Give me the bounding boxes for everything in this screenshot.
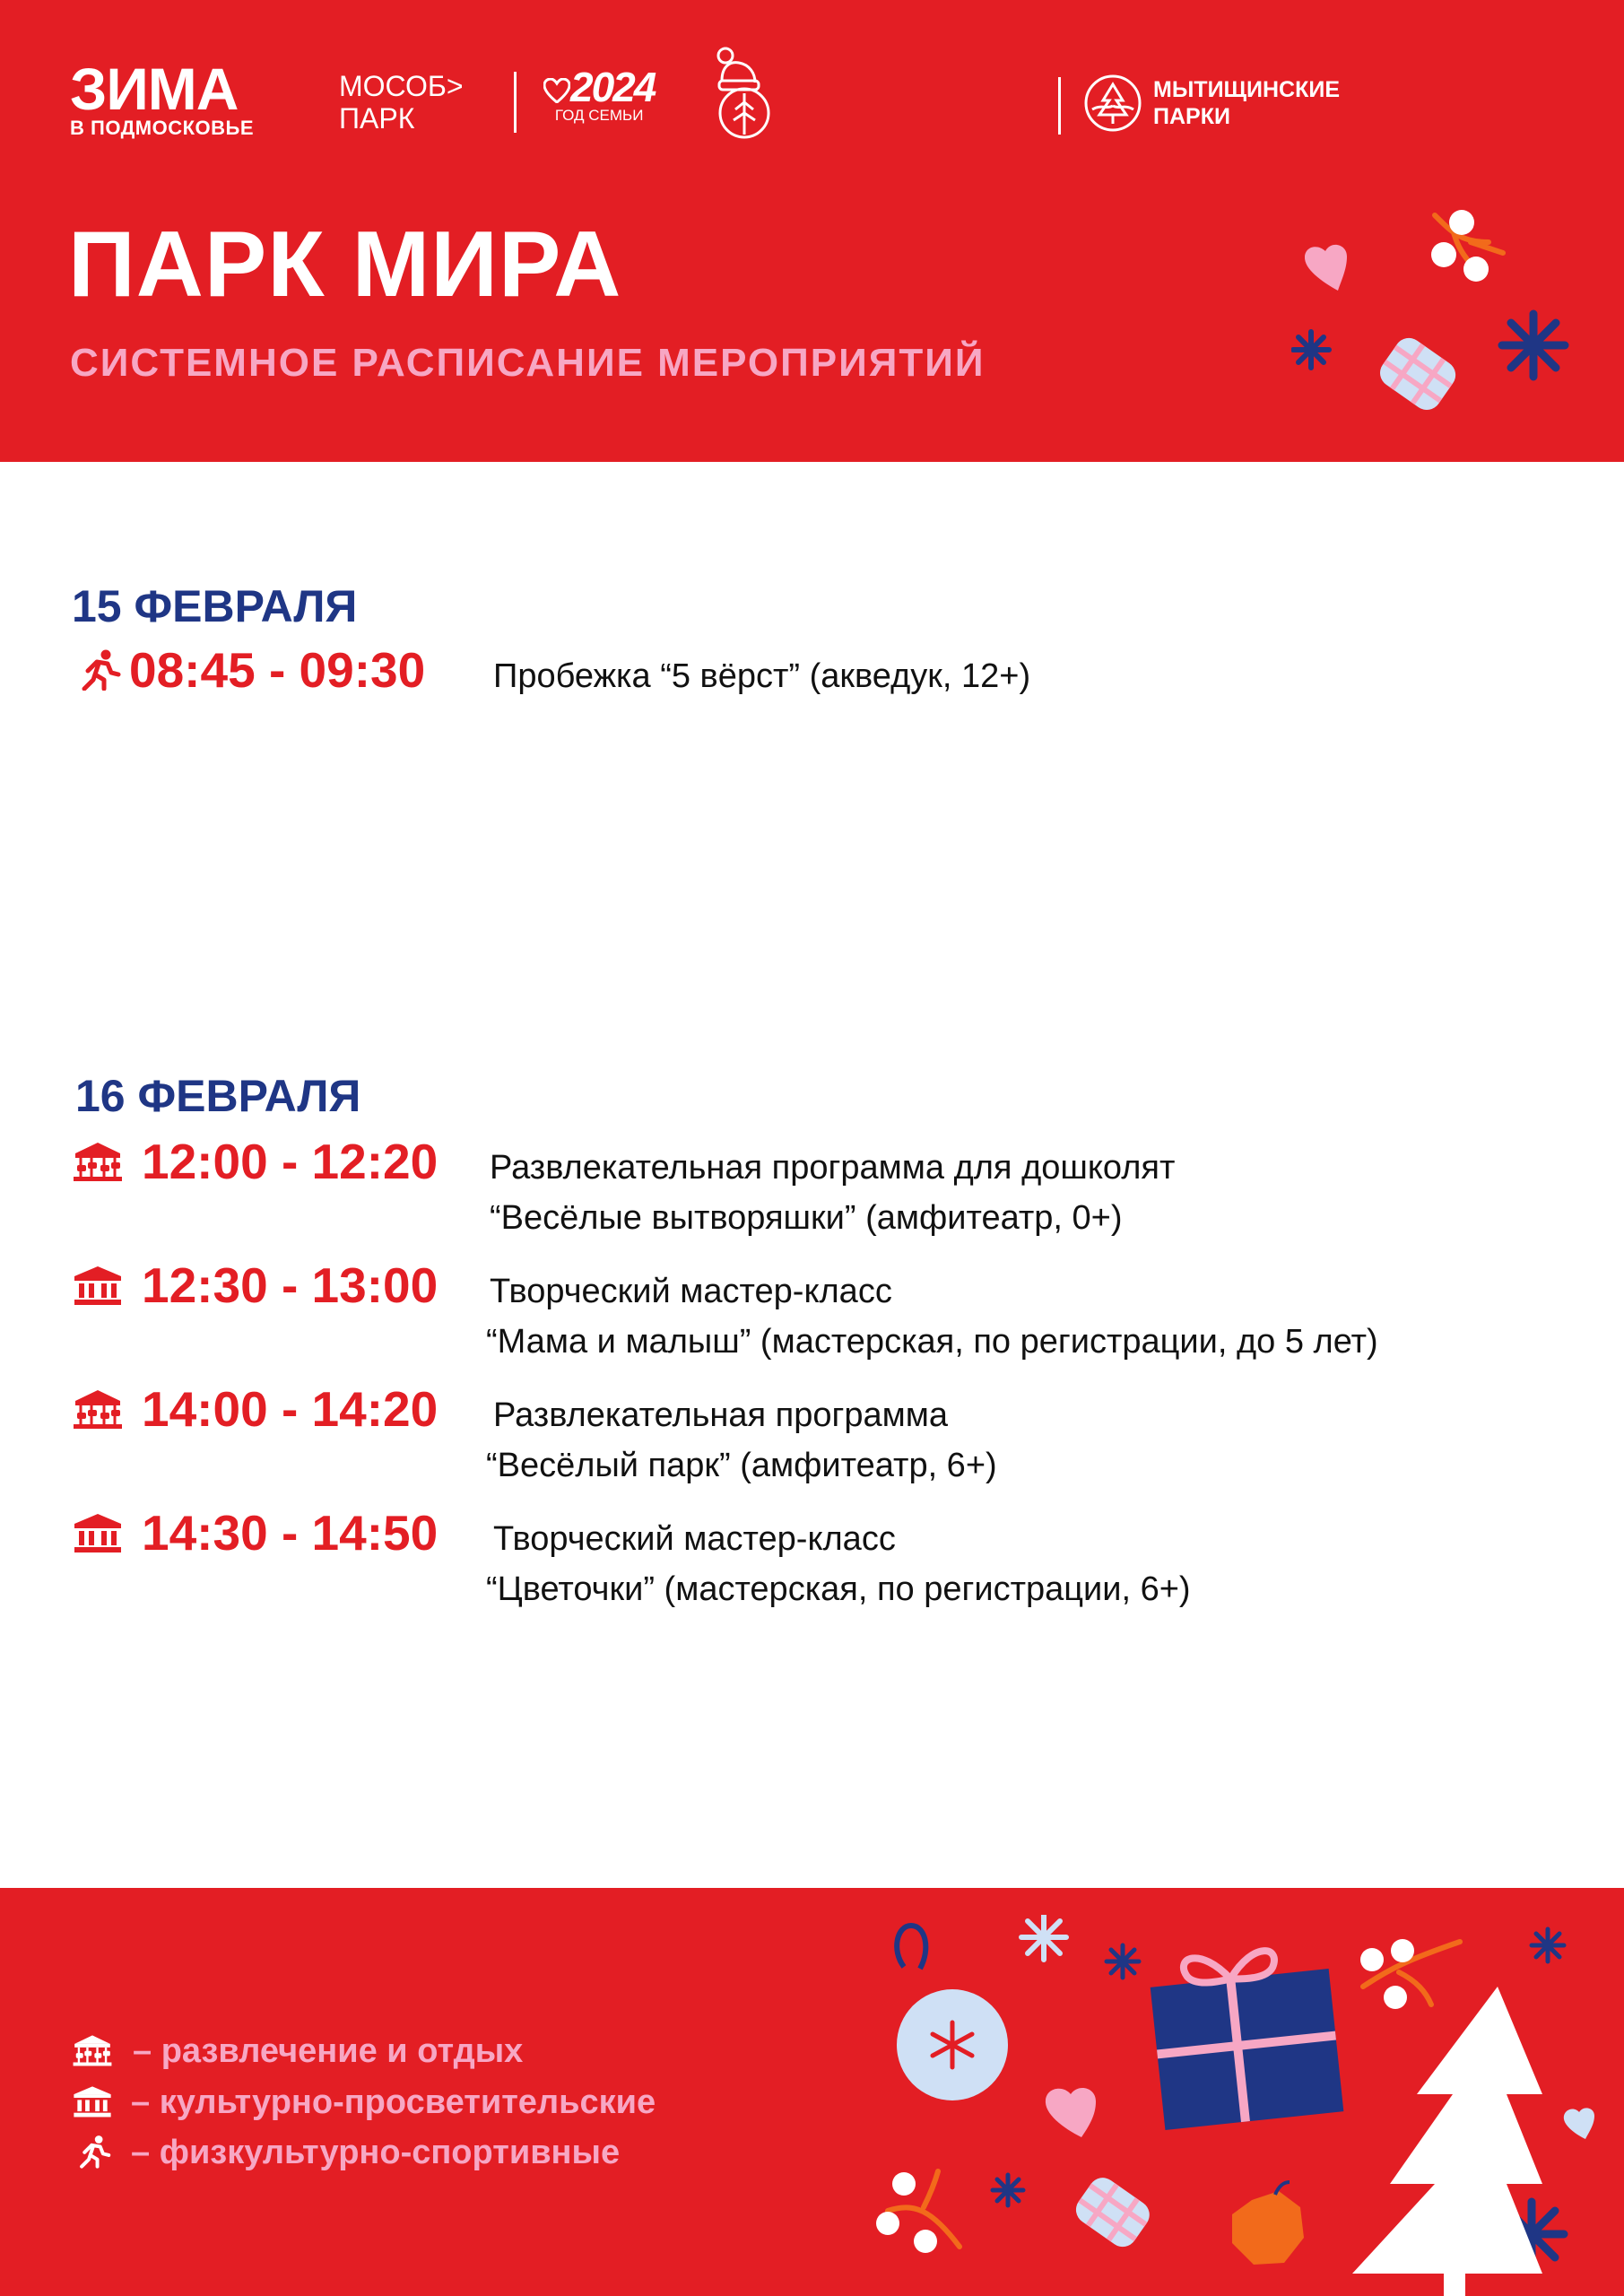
event-time: 14:00 - 14:20 xyxy=(142,1381,439,1437)
logo-mosobl-line1: МОСОБ> xyxy=(339,70,464,102)
runner-icon xyxy=(72,2134,113,2170)
orange-fruit-icon xyxy=(1232,2182,1304,2265)
berry-branch-icon xyxy=(1360,1939,1460,2009)
logo-zima-v-podmoskovie xyxy=(70,56,255,140)
ornament-icon xyxy=(1071,2172,1155,2252)
ornament-icon xyxy=(897,1926,1008,2100)
page-subtitle: СИСТЕМНОЕ РАСПИСАНИЕ МЕРОПРИЯТИЙ xyxy=(70,341,986,385)
event-description-details: “Весёлый парк” (амфитеатр, 6+) xyxy=(486,1447,997,1484)
logo-zima-subtext: В ПОДМОСКОВЬЕ xyxy=(70,117,255,139)
berry-branch-icon xyxy=(876,2171,960,2253)
heart-icon xyxy=(1564,2108,1594,2139)
logo-year-number: 2024 xyxy=(543,66,655,108)
event-description-details: “Цветочки” (мастерская, по регистрации, 6+) xyxy=(486,1570,1191,1608)
runner-icon xyxy=(72,649,124,691)
header-banner xyxy=(0,0,1624,462)
christmas-tree-icon xyxy=(1352,1987,1542,2296)
logo-zima-text: ЗИМА xyxy=(70,56,239,122)
legend-label: – развлечение и отдых xyxy=(133,2032,524,2070)
logo-mytishchi-parks xyxy=(1083,74,1340,133)
logo-divider xyxy=(514,72,517,133)
date-heading: 16 ФЕВРАЛЯ xyxy=(75,1071,361,1121)
legend-label: – физкультурно-спортивные xyxy=(131,2134,621,2171)
carousel-icon xyxy=(72,2032,113,2068)
footer-banner xyxy=(0,1888,1624,2296)
berry-branch-icon xyxy=(1431,210,1503,282)
snowflake-icon xyxy=(1502,314,1565,377)
museum-icon xyxy=(72,2083,113,2119)
event-description: Творческий мастер-класс xyxy=(493,1520,896,1558)
logo-parks-line1: МЫТИЩИНСКИЕ xyxy=(1153,77,1340,102)
tree-circle-icon xyxy=(1083,74,1142,133)
snowflake-icon xyxy=(1293,332,1329,368)
carousel-icon xyxy=(72,1388,124,1430)
gift-box-icon xyxy=(1148,1944,1343,2130)
event-description-details: “Весёлые вытворяшки” (амфитеатр, 0+) xyxy=(490,1199,1123,1237)
event-description-details: “Мама и малыш” (мастерская, по регистрации, до 5 лет) xyxy=(486,1323,1378,1361)
snowflake-icon xyxy=(993,2175,1023,2205)
header-winter-decoration xyxy=(1291,197,1587,413)
event-time: 12:00 - 12:20 xyxy=(142,1134,439,1189)
logo-mosobl-park xyxy=(339,70,464,135)
heart-icon xyxy=(543,78,570,103)
ornament-hat-icon xyxy=(714,47,780,140)
event-description: Развлекательная программа xyxy=(493,1396,949,1434)
heart-icon xyxy=(1305,245,1347,291)
logo-year-of-family xyxy=(543,66,655,124)
event-time: 08:45 - 09:30 xyxy=(129,642,426,698)
event-time: 12:30 - 13:00 xyxy=(142,1257,439,1313)
event-description: Пробежка “5 вёрст” (акведук, 12+) xyxy=(493,657,1031,695)
snowflake-icon xyxy=(1107,1945,1139,1978)
legend-label: – культурно-просветительские xyxy=(131,2083,656,2121)
snowflake-icon xyxy=(1532,1929,1564,1961)
footer-winter-decoration xyxy=(861,1915,1624,2296)
date-heading: 15 ФЕВРАЛЯ xyxy=(72,581,358,631)
ornament-icon xyxy=(1375,333,1462,413)
event-description: Развлекательная программа для дошколят xyxy=(490,1149,1176,1187)
snowflake-icon xyxy=(1021,1915,1066,1960)
logo-mosobl-line2: ПАРК xyxy=(339,102,415,135)
heart-icon xyxy=(1046,2088,1096,2137)
museum-icon xyxy=(72,1265,124,1306)
carousel-icon xyxy=(72,1141,124,1182)
page-title: ПАРК МИРА xyxy=(68,213,622,317)
event-time: 14:30 - 14:50 xyxy=(142,1505,439,1561)
event-description: Творческий мастер-класс xyxy=(490,1273,892,1310)
museum-icon xyxy=(72,1512,124,1553)
logo-year-caption: ГОД СЕМЬИ xyxy=(554,107,644,124)
logo-parks-line2: ПАРКИ xyxy=(1153,104,1230,129)
logo-divider-right xyxy=(1058,77,1061,135)
